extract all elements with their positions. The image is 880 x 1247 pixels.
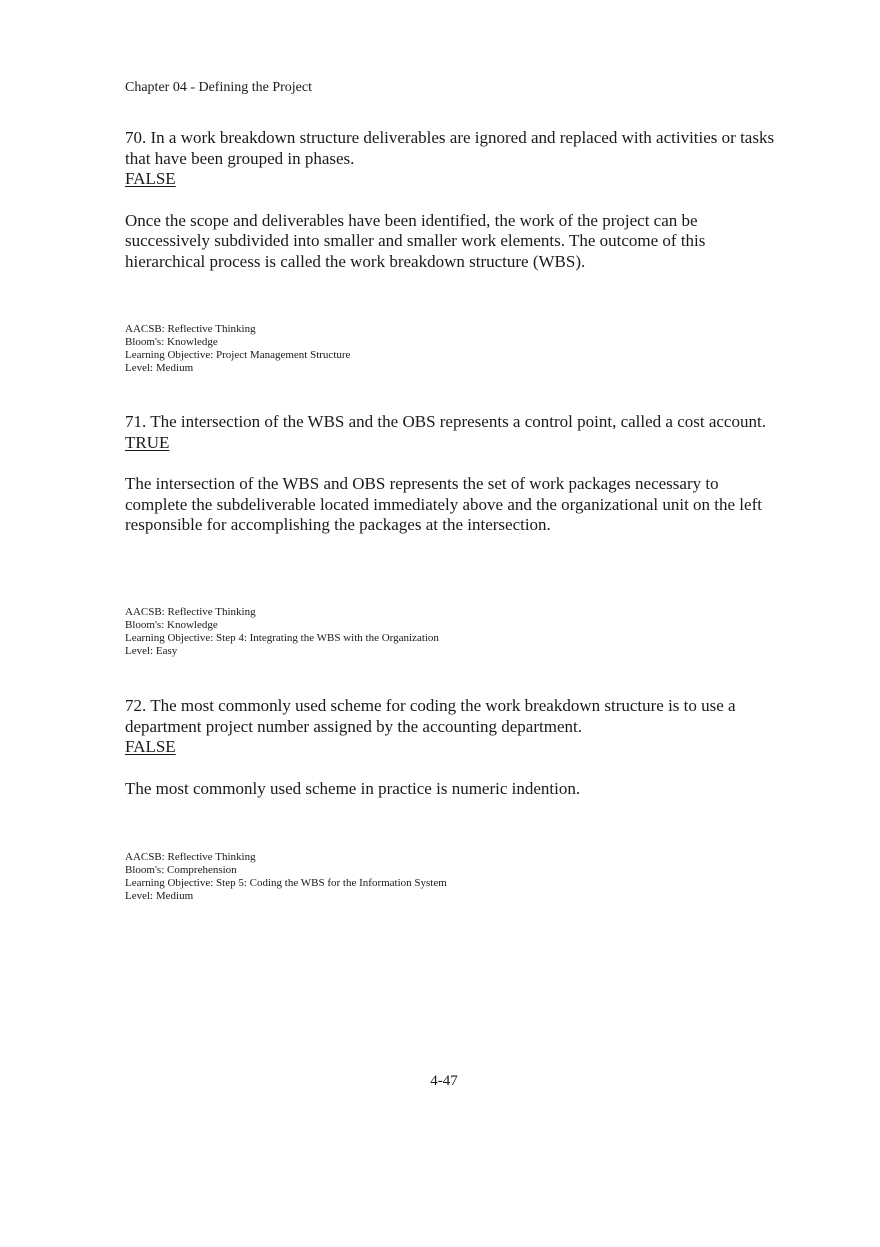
learning-objective-tag: Learning Objective: Project Management Structure [125, 349, 351, 361]
question-71-metadata [125, 606, 439, 658]
question-72 [125, 696, 785, 799]
difficulty-level-tag: Level: Medium [125, 362, 194, 374]
answer-explanation: The most commonly used scheme in practice is numeric indention. [125, 778, 581, 798]
chapter-header: Chapter 04 - Defining the Project [125, 80, 313, 95]
blooms-tag: Bloom's: Knowledge [125, 336, 218, 348]
question-text: 71. The intersection of the WBS and the OBS represents a control point, called a cost account. [125, 412, 766, 431]
aacsb-tag: AACSB: Reflective Thinking [125, 323, 256, 335]
question-70-metadata [125, 323, 350, 375]
learning-objective-tag: Learning Objective: Step 4: Integrating the WBS with the Organization [125, 632, 439, 644]
blooms-tag: Bloom's: Knowledge [125, 619, 218, 631]
learning-objective-tag: Learning Objective: Step 5: Coding the WBS for the Information System [125, 877, 447, 889]
difficulty-level-tag: Level: Medium [125, 890, 194, 902]
question-text: 72. The most commonly used scheme for coding the work breakdown structure is to use a department project number assigned by the accounting department. [125, 696, 736, 736]
question-text: 70. In a work breakdown structure deliverables are ignored and replaced with activities or tasks that have been grouped in phases. [125, 128, 775, 168]
answer-explanation: The intersection of the WBS and OBS represents the set of work packages necessary to complete the subdeliverable located immediately above and the organizational unit on the left responsible for accomplishing the packages at the intersection. [125, 474, 762, 534]
page-number: 4-47 [430, 1073, 458, 1089]
answer-label: FALSE [125, 169, 176, 188]
aacsb-tag: AACSB: Reflective Thinking [125, 606, 256, 618]
question-70 [125, 128, 785, 272]
question-72-metadata [125, 851, 447, 903]
answer-explanation: Once the scope and deliverables have been identified, the work of the project can be successively subdivided into smaller and smaller work elements. The outcome of this hierarchical process is called the work breakdown structure (WBS). [125, 210, 706, 271]
difficulty-level-tag: Level: Easy [125, 645, 178, 657]
answer-label: FALSE [125, 737, 176, 756]
aacsb-tag: AACSB: Reflective Thinking [125, 851, 256, 863]
answer-label: TRUE [125, 432, 170, 452]
blooms-tag: Bloom's: Comprehension [125, 864, 237, 876]
question-71 [125, 412, 785, 536]
